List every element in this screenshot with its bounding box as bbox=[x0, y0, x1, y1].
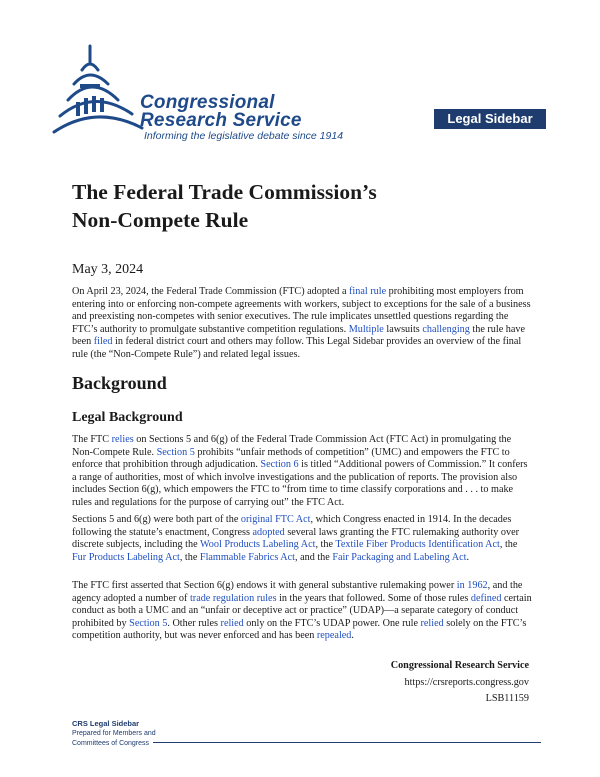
paragraph-text: is titled “Additional powers of Commission.” It confers a range of authorities, most of which involve investigations and the publication of reports. The provision also includes Section 6(g), which empowers the FTC to “from time to time classify corporations and . . . to make rules and regulations for the purpose of carrying out” the FTC Act. bbox=[72, 459, 528, 508]
logo-text-congressional: Congressional bbox=[140, 92, 275, 113]
inline-link[interactable]: challenging bbox=[422, 323, 470, 335]
publication-date: May 3, 2024 bbox=[72, 262, 144, 277]
inline-link[interactable]: Section 5 bbox=[129, 617, 168, 629]
paragraph-text: The FTC bbox=[72, 434, 112, 445]
page-title bbox=[72, 178, 532, 234]
footer-prepared-line-1: Prepared for Members and bbox=[72, 730, 156, 737]
inline-link[interactable]: repealed bbox=[316, 630, 352, 642]
paragraph-text: , and the agency adopted a number of bbox=[72, 580, 523, 604]
inline-link[interactable]: Section 6 bbox=[260, 459, 299, 471]
section-heading-background: Background bbox=[72, 373, 167, 393]
footer-prepared-for bbox=[72, 729, 182, 749]
paragraph-text: The FTC first asserted that Section 6(g) endows it with general substantive rulemaking power bbox=[72, 580, 457, 591]
paragraph-text: , the bbox=[179, 551, 200, 563]
inline-link[interactable]: Fur Products Labeling Act bbox=[72, 551, 180, 563]
inline-link[interactable]: adopted bbox=[252, 526, 285, 538]
subsection-heading-legal-background: Legal Background bbox=[72, 410, 183, 425]
legal-background-paragraph-2 bbox=[72, 514, 532, 564]
paragraph-text: . bbox=[466, 551, 469, 563]
inline-link[interactable]: relied bbox=[220, 617, 244, 629]
inline-link[interactable]: trade regulation rules bbox=[189, 592, 277, 604]
legal-background-paragraph-3 bbox=[72, 580, 532, 643]
paragraph-text: several laws granting the FTC rulemaking authority over discrete subjects, including the bbox=[72, 526, 520, 551]
title-line-1: The Federal Trade Commission’s bbox=[72, 180, 377, 204]
title-line-2: Non-Compete Rule bbox=[72, 208, 249, 232]
paragraph-text: , the bbox=[499, 539, 518, 551]
footer-doc-type: CRS Legal Sidebar bbox=[72, 719, 140, 728]
paragraph-text: the rule have been bbox=[72, 323, 526, 348]
inline-link[interactable]: Multiple bbox=[348, 323, 384, 335]
paragraph-text: only on the FTC’s UDAP power. One rule bbox=[243, 617, 421, 629]
paragraph-text: On April 23, 2024, the Federal Trade Commission (FTC) adopted a bbox=[72, 286, 350, 297]
footer-prepared-line-2: Committees of Congress bbox=[72, 740, 150, 747]
inline-link[interactable]: filed bbox=[93, 336, 113, 348]
inline-link[interactable]: in 1962 bbox=[456, 580, 488, 591]
inline-link[interactable]: original FTC Act bbox=[240, 514, 311, 525]
inline-link[interactable]: Flammable Fabrics Act bbox=[199, 551, 295, 563]
paragraph-text: certain conduct as both a UMC and an “unfair or deceptive act or practice” (UDAP)—a separate category of conduct prohibited by bbox=[72, 592, 532, 629]
paragraph-text: prohibiting most employers from entering into or enforcing non-compete agreements with workers, subject to exceptions for the sale of a business and preexisting non-competes with senior executives. The rule implicates unsettled questions regarding the FTC’s authority to promulgate substantive competition regulations. bbox=[72, 286, 531, 335]
paragraph-text: on Sections 5 and 6(g) of the Federal Trade Commission Act (FTC Act) in promulgating the Non-Compete Rule. bbox=[72, 434, 512, 458]
inline-link[interactable]: defined bbox=[470, 592, 502, 604]
paragraph-text: . Other rules bbox=[167, 617, 221, 629]
paragraph-text: , the bbox=[315, 539, 336, 551]
intro-paragraph bbox=[72, 286, 532, 362]
logo-tagline: Informing the legislative debate since 1914 bbox=[144, 130, 344, 142]
paragraph-text: in the years that followed. Some of those rules bbox=[276, 592, 471, 604]
paragraph-text: , and the bbox=[294, 551, 333, 563]
paragraph-text: , which Congress enacted in 1914. In the decades following the statute’s enactment, Congress bbox=[72, 514, 512, 538]
inline-link[interactable]: relies bbox=[111, 434, 134, 445]
footer-report-code: LSB11159 bbox=[485, 693, 529, 704]
footer-divider bbox=[153, 742, 541, 743]
paragraph-text: solely on the FTC’s competition authority, but was never enforced and has been bbox=[72, 617, 527, 642]
paragraph-text: prohibits “unfair methods of competition” (UMC) and empowers the FTC to enforce that prohibition through adjudication. bbox=[72, 446, 510, 471]
crs-logo-dome-icon bbox=[52, 44, 144, 148]
logo-text-research-service: Research Service bbox=[140, 110, 302, 131]
paragraph-text: . bbox=[351, 630, 354, 642]
inline-link[interactable]: Textile Fiber Products Identification Act bbox=[335, 539, 500, 551]
legal-sidebar-badge: Legal Sidebar bbox=[434, 109, 546, 129]
inline-link[interactable]: Wool Products Labeling Act bbox=[199, 539, 316, 551]
footer-url-link[interactable]: https://crsreports.congress.gov bbox=[404, 677, 529, 688]
inline-link[interactable]: relied bbox=[420, 617, 444, 629]
paragraph-text: Sections 5 and 6(g) were both part of the bbox=[72, 514, 241, 525]
legal-background-paragraph-1 bbox=[72, 434, 532, 510]
inline-link[interactable]: Section 5 bbox=[156, 446, 195, 458]
paragraph-text: lawsuits bbox=[383, 323, 423, 335]
inline-link[interactable]: final rule bbox=[349, 286, 387, 297]
footer-org-name: Congressional Research Service bbox=[390, 660, 529, 671]
paragraph-text: in federal district court and others may follow. This Legal Sidebar provides an overview of the final rule (the “Non-Compete Rule”) and related legal issues. bbox=[72, 336, 522, 360]
inline-link[interactable]: Fair Packaging and Labeling Act bbox=[332, 551, 467, 563]
